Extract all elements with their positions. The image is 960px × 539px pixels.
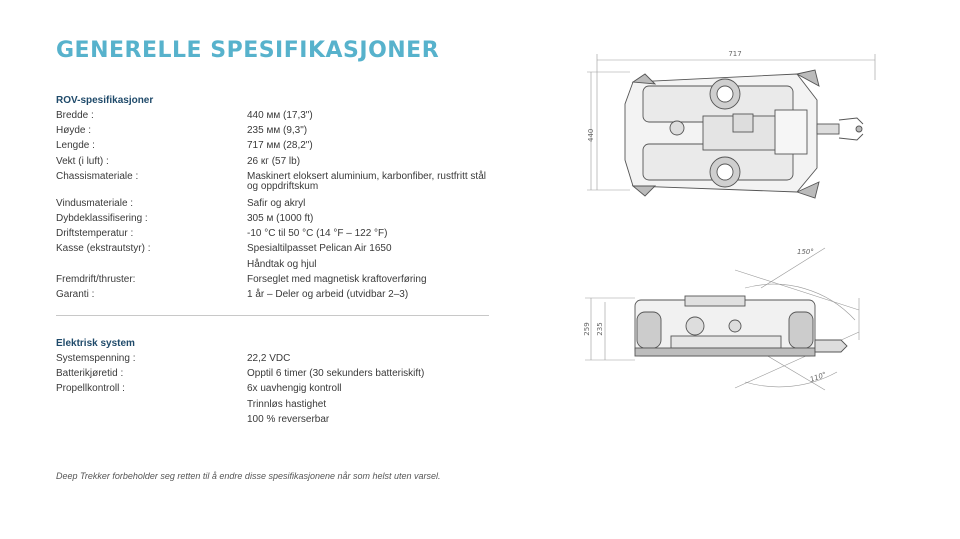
side-height-outer-dim: 259 bbox=[583, 322, 591, 336]
rov-side-view-drawing bbox=[575, 240, 885, 400]
spec-row bbox=[56, 397, 497, 412]
spec-value-line: 717 мм (28,2") bbox=[247, 140, 313, 152]
spec-value-line: Håndtak og hjul bbox=[247, 258, 317, 270]
spec-row bbox=[56, 366, 497, 381]
spec-value-line: 1 år – Deler og arbeid (utvidbar 2–3) bbox=[247, 289, 409, 301]
spec-label: Garanti : bbox=[56, 289, 95, 301]
side-height-inner-dim: 235 bbox=[596, 322, 604, 336]
top-width-dim: 440 bbox=[587, 128, 595, 142]
spec-value-line: Opptil 6 timer (30 sekunders batteriskift) bbox=[247, 368, 425, 380]
section-divider bbox=[56, 315, 489, 316]
spec-value-line: 6x uavhengig kontroll bbox=[247, 383, 342, 395]
spec-value-line: 26 кг (57 lb) bbox=[247, 155, 301, 167]
spec-label: Fremdrift/thruster: bbox=[56, 273, 136, 285]
side-angle-bottom: 110° bbox=[808, 370, 828, 384]
spec-value bbox=[247, 412, 497, 427]
spec-value-line: 235 мм (9,3") bbox=[247, 125, 308, 137]
electric-spec-heading: Elektrisk system bbox=[56, 338, 135, 349]
electric-spec-list bbox=[56, 351, 497, 427]
spec-value bbox=[247, 366, 497, 381]
spec-value-line: Forseglet med magnetisk kraftoverføring bbox=[247, 273, 427, 285]
spec-row bbox=[56, 123, 497, 138]
spec-value-line: Spesialtilpasset Pelican Air 1650 bbox=[247, 243, 392, 255]
spec-value bbox=[247, 397, 497, 412]
spec-label: Chassismateriale : bbox=[56, 170, 139, 182]
spec-row bbox=[56, 172, 497, 192]
spec-label: Kasse (ekstrautstyr) : bbox=[56, 243, 151, 255]
spec-value bbox=[247, 108, 497, 123]
spec-value-line: 440 мм (17,3") bbox=[247, 110, 313, 121]
spec-row bbox=[56, 351, 497, 366]
spec-value bbox=[247, 154, 497, 169]
spec-label bbox=[56, 397, 247, 412]
rov-spec-list bbox=[56, 108, 497, 302]
spec-row bbox=[56, 108, 497, 123]
spec-value bbox=[247, 226, 497, 241]
spec-value bbox=[247, 211, 497, 226]
spec-row bbox=[56, 287, 497, 302]
spec-row bbox=[56, 196, 497, 211]
spec-value-line: Trinnløs hastighet bbox=[247, 398, 327, 410]
spec-value-line: 100 % reverserbar bbox=[247, 413, 330, 425]
spec-value bbox=[247, 138, 497, 153]
spec-label bbox=[56, 412, 247, 427]
spec-row bbox=[56, 226, 497, 241]
spec-value bbox=[247, 287, 497, 302]
spec-value-line: 305 м (1000 ft) bbox=[247, 213, 314, 225]
spec-row bbox=[56, 241, 497, 271]
disclaimer-footnote: Deep Trekker forbeholder seg retten til å endre disse spesifikasjonene når som helst uten varsel. bbox=[56, 471, 441, 481]
spec-value bbox=[247, 351, 497, 366]
spec-value-line: Maskinert eloksert aluminium, karbonfiber, rustfritt stål og oppdriftskum bbox=[247, 170, 486, 192]
top-length-dim: 717 bbox=[728, 50, 742, 58]
spec-value-line: Safir og akryl bbox=[247, 197, 306, 209]
spec-label: Batterikjøretid : bbox=[56, 368, 124, 380]
spec-label: Dybdeklassifisering : bbox=[56, 213, 148, 225]
spec-row bbox=[56, 381, 497, 396]
spec-value-line: 22,2 VDC bbox=[247, 353, 291, 364]
spec-label: Høyde : bbox=[56, 125, 92, 137]
spec-value bbox=[247, 196, 497, 211]
spec-value bbox=[247, 123, 497, 138]
spec-value-line: -10 °C til 50 °C (14 °F – 122 °F) bbox=[247, 228, 388, 240]
spec-label: Systemspenning : bbox=[56, 353, 136, 364]
spec-label: Vindusmateriale : bbox=[56, 197, 134, 209]
rov-top-view-drawing bbox=[585, 40, 885, 200]
spec-row bbox=[56, 412, 497, 427]
spec-label: Propellkontroll : bbox=[56, 383, 125, 395]
spec-value bbox=[247, 381, 497, 396]
spec-label: Lengde : bbox=[56, 140, 95, 152]
spec-label: Bredde : bbox=[56, 110, 94, 121]
spec-row bbox=[56, 211, 497, 226]
spec-row bbox=[56, 154, 497, 169]
spec-label: Driftstemperatur : bbox=[56, 228, 134, 240]
spec-row bbox=[56, 138, 497, 153]
spec-value bbox=[247, 272, 497, 287]
spec-value bbox=[247, 172, 497, 192]
page-title: GENERELLE SPESIFIKASJONER bbox=[56, 38, 440, 63]
side-angle-top: 150° bbox=[797, 248, 814, 256]
spec-label: Vekt (i luft) : bbox=[56, 155, 109, 167]
rov-spec-heading: ROV-spesifikasjoner bbox=[56, 95, 154, 106]
spec-value bbox=[247, 241, 497, 271]
spec-row bbox=[56, 272, 497, 287]
